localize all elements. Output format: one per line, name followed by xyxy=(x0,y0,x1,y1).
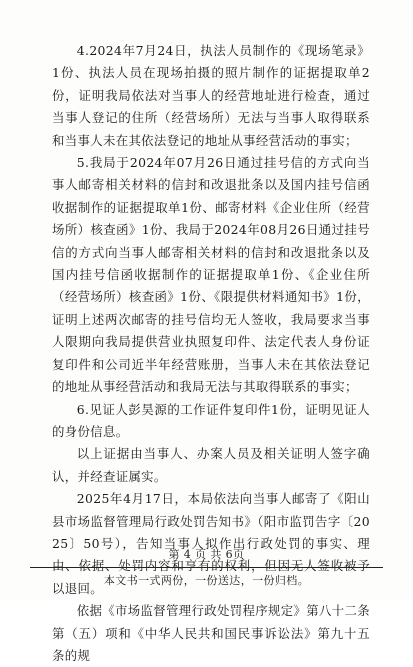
footer-note: 本文书一式两份，一份送达，一份归档。 xyxy=(103,574,310,587)
paragraph-evidence-4: 4.2024年7月24日，执法人员制作的《现场笔录》1份、执法人员在现场拍摄的照片制作的证据提取单2份，证明我局依法对当事人的经营地址进行检查，通过当事人登记的住所（经营场所）无法与当事人取得联系和当事人未在其依法登记的地址从事经营活动的事实； xyxy=(52,43,370,148)
paragraph-evidence-5: 5.我局于2024年07月26日通过挂号信的方式向当事人邮寄相关材料的信封和改退批条以及国内挂号信函收据制作的证据提取单1份、邮寄材料《企业住所（经营场所）核查函》1份、我局于2024年08月26日通过挂号信的方式向当事人邮寄相关材料的信封和改退批条以及国内挂号信函收据制作的证据提取单1份、《企业住所（经营场所）核查函》1份、《限提供材料通知书》1份，证明上述两次邮寄的挂号信均无人签收，我局要求当事人限期向我局提供营业执照复印件、法定代表人身份证复印件和公司近半年经营账册，当事人未在其依法登记的地址从事经营活动和我局无法与其取得联系的事实； xyxy=(52,155,370,395)
paragraph-evidence-confirmation: 以上证据由当事人、办案人员及相关证明人签字确认，并经查证属实。 xyxy=(52,446,370,484)
paragraph-legal-basis: 依据《市场监督管理行政处罚程序规定》第八十二条第（五）项和《中华人民共和国民事诉讼法》第九十五条的规 xyxy=(52,603,370,663)
paragraph-notification: 2025年4月17日，本局依法向当事人邮寄了《阳山县市场监督管理局行政处罚告知书》（阳市监罚告字〔2025〕50号），告知当事人拟作出行政处罚的事实、理由、依据、处罚内容和享有的权利，但因无人签收被予以退回。 xyxy=(52,491,370,596)
page-footer xyxy=(30,548,383,588)
paragraph-evidence-6: 6.见证人彭昊源的工作证件复印件1份，证明见证人的身份信息。 xyxy=(52,401,370,439)
footer-divider xyxy=(30,567,383,568)
page-number: 第 4 页 共 6页 xyxy=(168,548,245,561)
